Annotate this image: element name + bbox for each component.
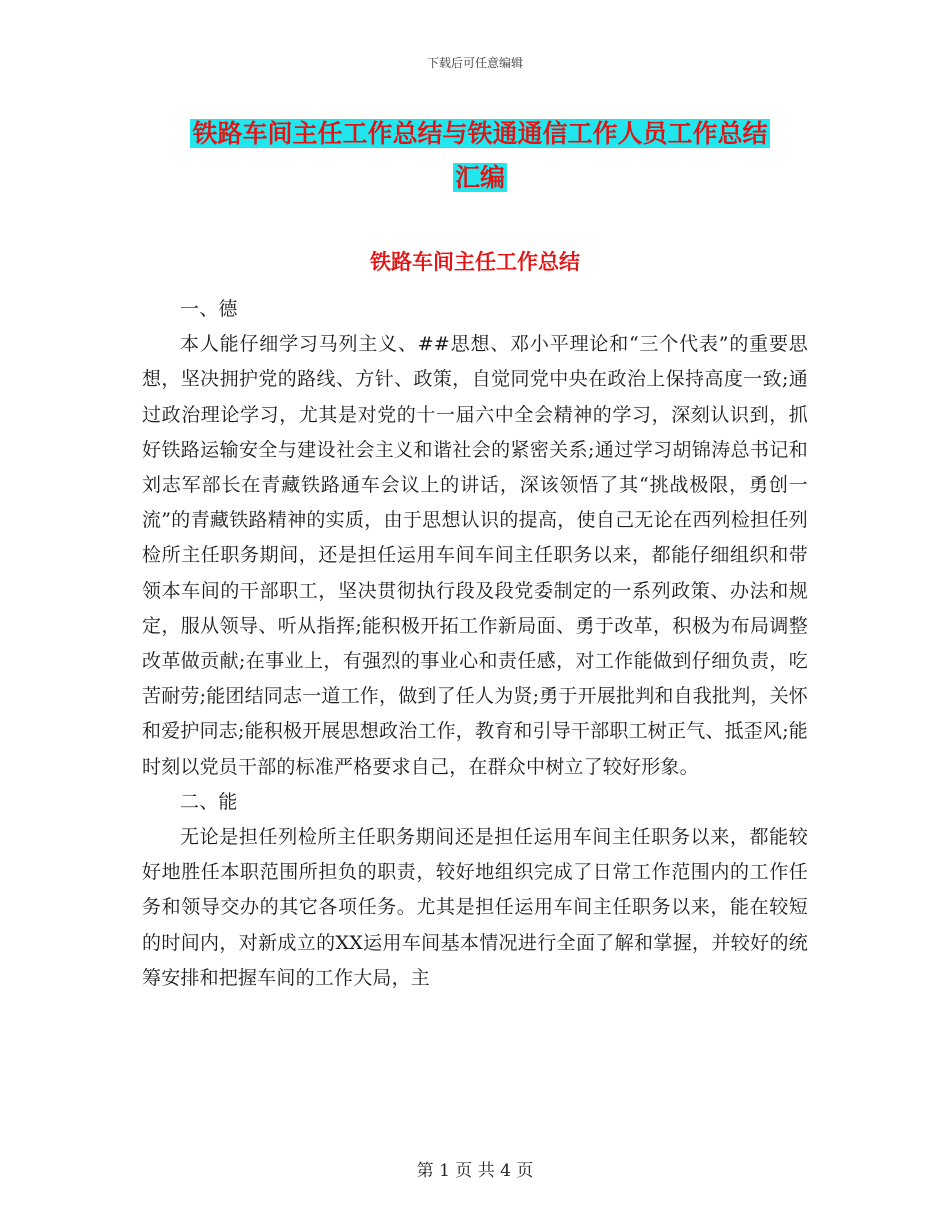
page-number-footer: 第 1 页 共 4 页	[416, 1161, 534, 1181]
section-title: 铁路车间主任工作总结	[370, 250, 580, 274]
heading-de: 一、德	[180, 298, 238, 320]
header-note: 下载后可任意编辑	[426, 56, 523, 70]
document-title-line-1: 铁路车间主任工作总结与铁通通信工作人员工作总结	[192, 119, 768, 148]
heading-neng: 二、能	[180, 790, 238, 813]
paragraph-neng: 无论是担任列检所主任职务期间还是担任运用车间主任职务以来，都能较好地胜任本职范围所担负的职责，较好地组织完成了日常工作范围内的工作任务和领导交办的其它各项任务。尤其是担任运用车间主任职务以来，能在较短的时间内，对新成立的XX运用车间基本情况进行全面了解和掌握，并较好的统筹安排和把握车间的工作大局，主	[142, 826, 808, 989]
paragraph-de: 本人能仔细学习马列主义、##思想、邓小平理论和“三个代表”的重要思想，坚决拥护党的路线、方针、政策，自觉同党中央在政治上保持高度一致;通过政治理论学习，尤其是对党的十一届六中全会精神的学习，深刻认识到，抓好铁路运输安全与建设社会主义和谐社会的紧密关系;通过学习胡锦涛总书记和刘志军部长在青藏铁路通车会议上的讲话，深该领悟了其“挑战极限，勇创一流”的青藏铁路精神的实质，由于思想认识的提高，使自己无论在西列检担任列检所主任职务期间，还是担任运用车间车间主任职务以来，都能仔细组织和带领本车间的干部职工，坚决贯彻执行段及段党委制定的一系列政策、办法和规定，服从领导、听从指挥;能积极开拓工作新局面、勇于改革，积极为布局调整改革做贡献;在事业上，有强烈的事业心和责任感，对工作能做到仔细负责，吃苦耐劳;能团结同志一道工作，做到了任人为贤;勇于开展批判和自我批判，关怀和爱护同志;能积极开展思想政治工作，教育和引导干部职工树正气、抵歪风;能时刻以党员干部的标准严格要求自己，在群众中树立了较好形象。	[142, 333, 809, 778]
document-title	[140, 112, 820, 200]
document-title-line-2: 汇编	[454, 163, 505, 192]
body-text	[142, 292, 808, 996]
